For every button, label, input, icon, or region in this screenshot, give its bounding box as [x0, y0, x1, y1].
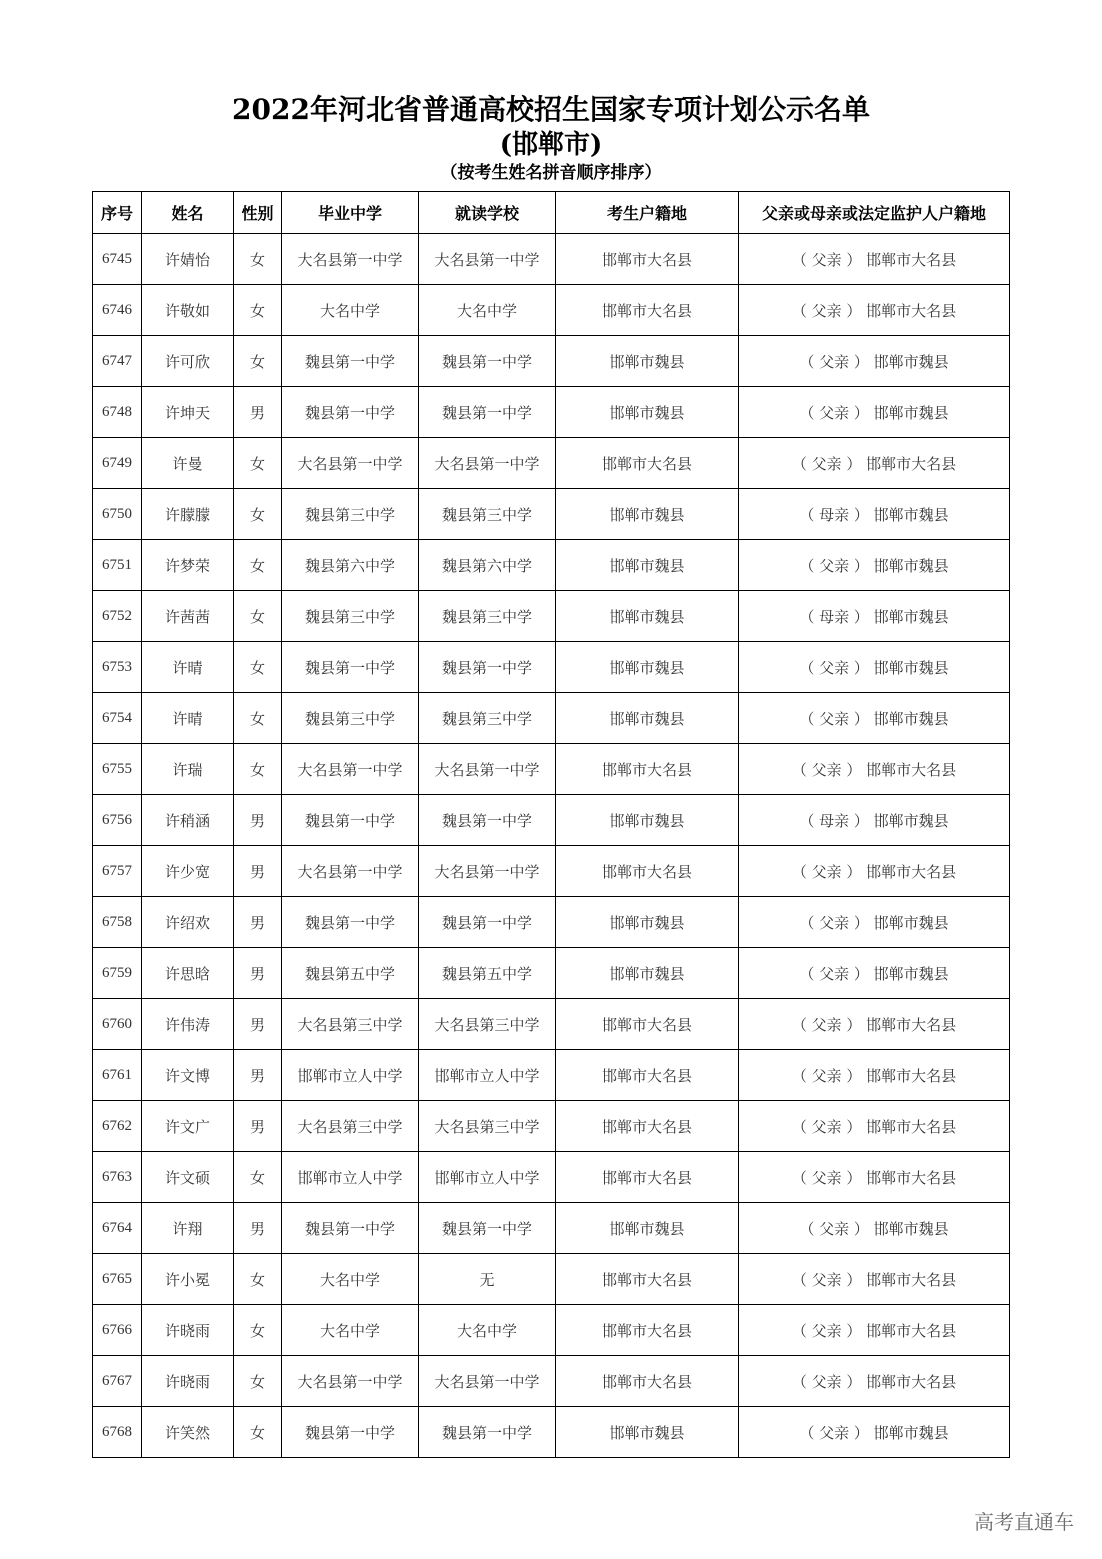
name-cell: 许笑然: [142, 1407, 234, 1458]
name-cell: 许少宽: [142, 846, 234, 897]
gender-cell: 男: [234, 897, 282, 948]
serial-number-cell: 6747: [93, 336, 142, 387]
table-row: [93, 846, 1010, 897]
current-school-cell: 魏县第三中学: [419, 693, 556, 744]
graduated-school-cell: 大名中学: [282, 1254, 419, 1305]
current-school-cell: 邯郸市立人中学: [419, 1152, 556, 1203]
table-row: [93, 1305, 1010, 1356]
column-header: 姓名: [142, 192, 234, 234]
serial-number-cell: 6752: [93, 591, 142, 642]
current-school-cell: 大名县第一中学: [419, 234, 556, 285]
guardian-registration-cell: （ 父亲 ） 邯郸市大名县: [739, 1152, 1010, 1203]
gender-cell: 男: [234, 1101, 282, 1152]
name-cell: 许晴: [142, 693, 234, 744]
current-school-cell: 大名县第一中学: [419, 846, 556, 897]
name-cell: 许可欣: [142, 336, 234, 387]
serial-number-cell: 6745: [93, 234, 142, 285]
guardian-registration-cell: （ 父亲 ） 邯郸市魏县: [739, 948, 1010, 999]
name-cell: 许晴: [142, 642, 234, 693]
table-row: [93, 1407, 1010, 1458]
current-school-cell: 大名中学: [419, 1305, 556, 1356]
serial-number-cell: 6748: [93, 387, 142, 438]
current-school-cell: 魏县第一中学: [419, 642, 556, 693]
household-registration-cell: 邯郸市大名县: [556, 1356, 739, 1407]
gender-cell: 男: [234, 1203, 282, 1254]
guardian-registration-cell: （ 父亲 ） 邯郸市魏县: [739, 897, 1010, 948]
guardian-registration-cell: （ 父亲 ） 邯郸市魏县: [739, 1203, 1010, 1254]
current-school-cell: 魏县第一中学: [419, 795, 556, 846]
household-registration-cell: 邯郸市大名县: [556, 744, 739, 795]
serial-number-cell: 6768: [93, 1407, 142, 1458]
gender-cell: 女: [234, 693, 282, 744]
serial-number-cell: 6749: [93, 438, 142, 489]
guardian-registration-cell: （ 父亲 ） 邯郸市魏县: [739, 1407, 1010, 1458]
gender-cell: 男: [234, 846, 282, 897]
gender-cell: 女: [234, 336, 282, 387]
guardian-registration-cell: （ 父亲 ） 邯郸市大名县: [739, 1254, 1010, 1305]
current-school-cell: 大名县第一中学: [419, 438, 556, 489]
graduated-school-cell: 魏县第三中学: [282, 693, 419, 744]
name-cell: 许绍欢: [142, 897, 234, 948]
name-cell: 许敬如: [142, 285, 234, 336]
gender-cell: 女: [234, 489, 282, 540]
guardian-registration-cell: （ 父亲 ） 邯郸市大名县: [739, 1356, 1010, 1407]
serial-number-cell: 6764: [93, 1203, 142, 1254]
column-header: 序号: [93, 192, 142, 234]
household-registration-cell: 邯郸市大名县: [556, 1101, 739, 1152]
table-row: [93, 897, 1010, 948]
guardian-registration-cell: （ 父亲 ） 邯郸市大名县: [739, 999, 1010, 1050]
graduated-school-cell: 魏县第六中学: [282, 540, 419, 591]
serial-number-cell: 6750: [93, 489, 142, 540]
table-row: [93, 693, 1010, 744]
current-school-cell: 大名县第一中学: [419, 1356, 556, 1407]
guardian-registration-cell: （ 父亲 ） 邯郸市魏县: [739, 387, 1010, 438]
gender-cell: 女: [234, 1305, 282, 1356]
table-row: [93, 591, 1010, 642]
gender-cell: 女: [234, 285, 282, 336]
graduated-school-cell: 大名县第三中学: [282, 1101, 419, 1152]
current-school-cell: 魏县第一中学: [419, 336, 556, 387]
student-list-table: [92, 191, 1010, 1458]
table-row: [93, 336, 1010, 387]
guardian-registration-cell: （ 母亲 ） 邯郸市魏县: [739, 591, 1010, 642]
name-cell: 许瑞: [142, 744, 234, 795]
gender-cell: 女: [234, 1356, 282, 1407]
table-row: [93, 1356, 1010, 1407]
table-row: [93, 948, 1010, 999]
household-registration-cell: 邯郸市魏县: [556, 1407, 739, 1458]
graduated-school-cell: 魏县第一中学: [282, 795, 419, 846]
serial-number-cell: 6746: [93, 285, 142, 336]
table-row: [93, 285, 1010, 336]
graduated-school-cell: 魏县第三中学: [282, 591, 419, 642]
name-cell: 许婧怡: [142, 234, 234, 285]
serial-number-cell: 6761: [93, 1050, 142, 1101]
table-row: [93, 795, 1010, 846]
serial-number-cell: 6751: [93, 540, 142, 591]
serial-number-cell: 6756: [93, 795, 142, 846]
current-school-cell: 邯郸市立人中学: [419, 1050, 556, 1101]
table-row: [93, 999, 1010, 1050]
serial-number-cell: 6763: [93, 1152, 142, 1203]
guardian-registration-cell: （ 父亲 ） 邯郸市大名县: [739, 1305, 1010, 1356]
household-registration-cell: 邯郸市大名县: [556, 846, 739, 897]
household-registration-cell: 邯郸市大名县: [556, 1305, 739, 1356]
guardian-registration-cell: （ 父亲 ） 邯郸市魏县: [739, 642, 1010, 693]
household-registration-cell: 邯郸市大名县: [556, 1152, 739, 1203]
current-school-cell: 魏县第六中学: [419, 540, 556, 591]
serial-number-cell: 6765: [93, 1254, 142, 1305]
table-row: [93, 387, 1010, 438]
household-registration-cell: 邯郸市大名县: [556, 285, 739, 336]
household-registration-cell: 邯郸市大名县: [556, 1050, 739, 1101]
gender-cell: 女: [234, 1152, 282, 1203]
household-registration-cell: 邯郸市魏县: [556, 948, 739, 999]
gender-cell: 女: [234, 1407, 282, 1458]
guardian-registration-cell: （ 父亲 ） 邯郸市大名县: [739, 234, 1010, 285]
table-row: [93, 1152, 1010, 1203]
household-registration-cell: 邯郸市魏县: [556, 591, 739, 642]
table-body: [93, 234, 1010, 1458]
household-registration-cell: 邯郸市魏县: [556, 795, 739, 846]
column-header: 性别: [234, 192, 282, 234]
guardian-registration-cell: （ 父亲 ） 邯郸市魏县: [739, 336, 1010, 387]
household-registration-cell: 邯郸市魏县: [556, 642, 739, 693]
household-registration-cell: 邯郸市魏县: [556, 1203, 739, 1254]
column-header: 考生户籍地: [556, 192, 739, 234]
current-school-cell: 魏县第三中学: [419, 591, 556, 642]
guardian-registration-cell: （ 父亲 ） 邯郸市大名县: [739, 846, 1010, 897]
table-row: [93, 1254, 1010, 1305]
graduated-school-cell: 魏县第一中学: [282, 897, 419, 948]
name-cell: 许翔: [142, 1203, 234, 1254]
gender-cell: 女: [234, 438, 282, 489]
name-cell: 许文广: [142, 1101, 234, 1152]
graduated-school-cell: 大名县第一中学: [282, 234, 419, 285]
table-header-row: [93, 192, 1010, 234]
graduated-school-cell: 邯郸市立人中学: [282, 1152, 419, 1203]
graduated-school-cell: 魏县第一中学: [282, 642, 419, 693]
household-registration-cell: 邯郸市大名县: [556, 438, 739, 489]
table-row: [93, 234, 1010, 285]
guardian-registration-cell: （ 父亲 ） 邯郸市大名县: [739, 1050, 1010, 1101]
name-cell: 许文硕: [142, 1152, 234, 1203]
serial-number-cell: 6757: [93, 846, 142, 897]
document-subtitle: (邯郸市): [499, 130, 603, 160]
gender-cell: 女: [234, 540, 282, 591]
name-cell: 许梦荣: [142, 540, 234, 591]
current-school-cell: 魏县第一中学: [419, 1203, 556, 1254]
gender-cell: 男: [234, 387, 282, 438]
current-school-cell: 魏县第一中学: [419, 387, 556, 438]
document-title: 2022年河北省普通高校招生国家专项计划公示名单: [232, 93, 870, 126]
household-registration-cell: 邯郸市魏县: [556, 897, 739, 948]
household-registration-cell: 邯郸市魏县: [556, 540, 739, 591]
serial-number-cell: 6759: [93, 948, 142, 999]
table-row: [93, 744, 1010, 795]
name-cell: 许晓雨: [142, 1305, 234, 1356]
current-school-cell: 大名县第一中学: [419, 744, 556, 795]
sort-note: （按考生姓名拼音顺序排序）: [440, 163, 662, 183]
serial-number-cell: 6754: [93, 693, 142, 744]
guardian-registration-cell: （ 父亲 ） 邯郸市魏县: [739, 693, 1010, 744]
guardian-registration-cell: （ 父亲 ） 邯郸市大名县: [739, 438, 1010, 489]
household-registration-cell: 邯郸市魏县: [556, 693, 739, 744]
guardian-registration-cell: （ 母亲 ） 邯郸市魏县: [739, 795, 1010, 846]
graduated-school-cell: 魏县第一中学: [282, 1407, 419, 1458]
serial-number-cell: 6760: [93, 999, 142, 1050]
name-cell: 许朦朦: [142, 489, 234, 540]
gender-cell: 女: [234, 642, 282, 693]
current-school-cell: 无: [419, 1254, 556, 1305]
name-cell: 许坤天: [142, 387, 234, 438]
graduated-school-cell: 大名县第一中学: [282, 846, 419, 897]
table-row: [93, 489, 1010, 540]
column-header: 就读学校: [419, 192, 556, 234]
graduated-school-cell: 魏县第一中学: [282, 1203, 419, 1254]
gender-cell: 女: [234, 591, 282, 642]
watermark: 高考直通车: [974, 1510, 1074, 1534]
gender-cell: 男: [234, 1050, 282, 1101]
household-registration-cell: 邯郸市大名县: [556, 1254, 739, 1305]
guardian-registration-cell: （ 父亲 ） 邯郸市大名县: [739, 285, 1010, 336]
household-registration-cell: 邯郸市魏县: [556, 336, 739, 387]
name-cell: 许思晗: [142, 948, 234, 999]
table-row: [93, 1050, 1010, 1101]
graduated-school-cell: 大名中学: [282, 1305, 419, 1356]
household-registration-cell: 邯郸市魏县: [556, 387, 739, 438]
guardian-registration-cell: （ 父亲 ） 邯郸市大名县: [739, 1101, 1010, 1152]
name-cell: 许茜茜: [142, 591, 234, 642]
table-row: [93, 1203, 1010, 1254]
name-cell: 许伟涛: [142, 999, 234, 1050]
graduated-school-cell: 大名中学: [282, 285, 419, 336]
serial-number-cell: 6766: [93, 1305, 142, 1356]
graduated-school-cell: 大名县第一中学: [282, 1356, 419, 1407]
name-cell: 许曼: [142, 438, 234, 489]
current-school-cell: 魏县第三中学: [419, 489, 556, 540]
table-row: [93, 540, 1010, 591]
name-cell: 许稍涵: [142, 795, 234, 846]
household-registration-cell: 邯郸市大名县: [556, 234, 739, 285]
current-school-cell: 大名中学: [419, 285, 556, 336]
name-cell: 许文博: [142, 1050, 234, 1101]
gender-cell: 女: [234, 1254, 282, 1305]
serial-number-cell: 6762: [93, 1101, 142, 1152]
table-row: [93, 1101, 1010, 1152]
graduated-school-cell: 魏县第一中学: [282, 336, 419, 387]
current-school-cell: 魏县第一中学: [419, 1407, 556, 1458]
serial-number-cell: 6767: [93, 1356, 142, 1407]
table-row: [93, 438, 1010, 489]
serial-number-cell: 6753: [93, 642, 142, 693]
graduated-school-cell: 大名县第一中学: [282, 744, 419, 795]
graduated-school-cell: 魏县第五中学: [282, 948, 419, 999]
household-registration-cell: 邯郸市魏县: [556, 489, 739, 540]
gender-cell: 男: [234, 795, 282, 846]
column-header: 毕业中学: [282, 192, 419, 234]
serial-number-cell: 6758: [93, 897, 142, 948]
current-school-cell: 大名县第三中学: [419, 999, 556, 1050]
gender-cell: 女: [234, 744, 282, 795]
graduated-school-cell: 邯郸市立人中学: [282, 1050, 419, 1101]
name-cell: 许小冕: [142, 1254, 234, 1305]
household-registration-cell: 邯郸市大名县: [556, 999, 739, 1050]
name-cell: 许晓雨: [142, 1356, 234, 1407]
graduated-school-cell: 魏县第一中学: [282, 387, 419, 438]
graduated-school-cell: 魏县第三中学: [282, 489, 419, 540]
guardian-registration-cell: （ 父亲 ） 邯郸市魏县: [739, 540, 1010, 591]
graduated-school-cell: 大名县第三中学: [282, 999, 419, 1050]
guardian-registration-cell: （ 母亲 ） 邯郸市魏县: [739, 489, 1010, 540]
gender-cell: 女: [234, 234, 282, 285]
serial-number-cell: 6755: [93, 744, 142, 795]
guardian-registration-cell: （ 父亲 ） 邯郸市大名县: [739, 744, 1010, 795]
current-school-cell: 魏县第五中学: [419, 948, 556, 999]
current-school-cell: 大名县第三中学: [419, 1101, 556, 1152]
gender-cell: 男: [234, 999, 282, 1050]
column-header: 父亲或母亲或法定监护人户籍地: [739, 192, 1010, 234]
graduated-school-cell: 大名县第一中学: [282, 438, 419, 489]
gender-cell: 男: [234, 948, 282, 999]
current-school-cell: 魏县第一中学: [419, 897, 556, 948]
table-row: [93, 642, 1010, 693]
